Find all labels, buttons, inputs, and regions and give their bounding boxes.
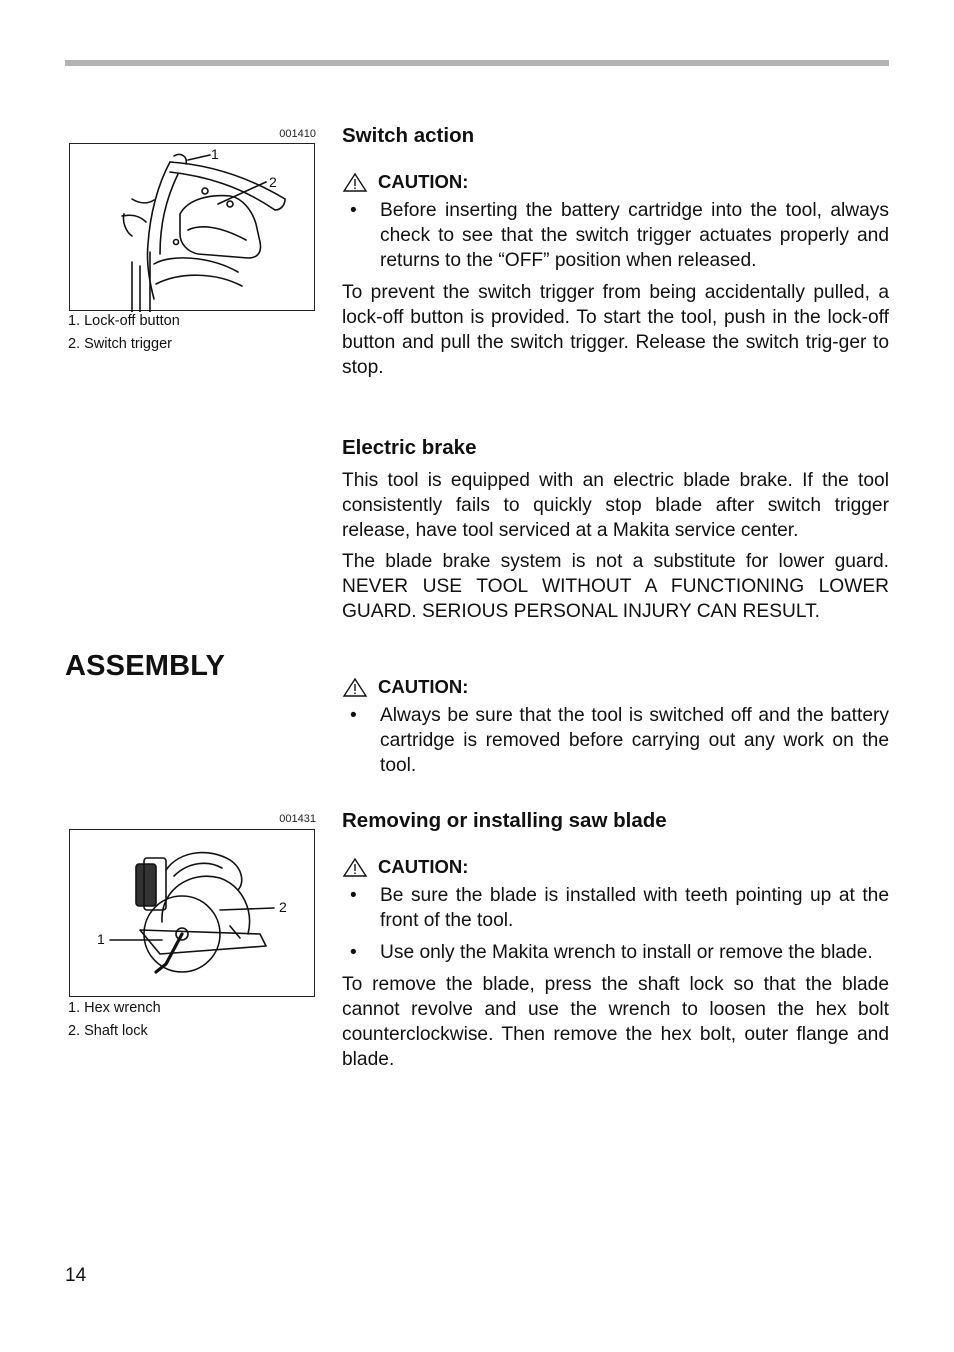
body-paragraph: To remove the blade, press the shaft lock so that the blade cannot revolve and use the wrench to loosen the hex bolt counterclockwise. Then remove the hex bolt, outer flange and blade. (342, 974, 889, 1070)
section-title: Removing or installing saw blade (342, 809, 667, 832)
figure-saw-blade (69, 829, 315, 997)
caution-label: CAUTION: (342, 854, 889, 879)
bullet-dot-icon: • (350, 942, 357, 963)
callout-2: 2 (279, 899, 287, 915)
figure-legend (68, 310, 180, 356)
callout-1: 1 (211, 146, 219, 162)
list-item: • Use only the Makita wrench to install or remove the blade. (342, 940, 889, 965)
warning-triangle-icon (342, 857, 368, 877)
caution-label: CAUTION: (342, 674, 889, 699)
figure-code: 001431 (279, 813, 316, 825)
figure-legend (68, 997, 161, 1043)
list-item: • Before inserting the battery cartridge into the tool, always check to see that the switch trigger actuates properly and returns to the “OFF” position when released. (342, 198, 889, 273)
bullet-dot-icon: • (350, 705, 357, 726)
legend-item: 2. Switch trigger (68, 336, 172, 352)
callout-1: 1 (97, 931, 105, 947)
warning-triangle-icon (342, 677, 368, 697)
section-title: Electric brake (342, 436, 477, 459)
section-assembly-caution (342, 674, 889, 778)
figure-code: 001410 (279, 128, 316, 140)
page-number: 14 (65, 1265, 87, 1286)
bullet-dot-icon: • (350, 885, 357, 906)
figure-switch-trigger (69, 143, 315, 311)
section-title: Switch action (342, 124, 475, 147)
bullet-dot-icon: • (350, 200, 357, 221)
list-item: • Be sure the blade is installed with teeth pointing up at the front of the tool. (342, 883, 889, 933)
section-heading-assembly: ASSEMBLY (65, 650, 226, 682)
body-paragraph: To prevent the switch trigger from being accidentally pulled, a lock-off button is provided. To start the tool, push in the lock-off button and pull the switch trigger. Release the switch trig-ger to stop. (342, 282, 889, 378)
warning-triangle-icon (342, 172, 368, 192)
legend-item: 1. Lock-off button (68, 313, 180, 329)
legend-item: 1. Hex wrench (68, 1000, 161, 1016)
section-saw-blade (342, 808, 889, 1072)
tool-handle-illustration (70, 144, 316, 312)
section-electric-brake (342, 435, 889, 624)
list-item: • Always be sure that the tool is switched off and the battery cartridge is removed before carrying out any work on the tool. (342, 703, 889, 778)
caution-label: CAUTION: (342, 169, 889, 194)
section-switch-action (342, 123, 889, 380)
body-paragraph: The blade brake system is not a substitute for lower guard. NEVER USE TOOL WITHOUT A FUNCTIONING LOWER GUARD. SERIOUS PERSONAL INJURY CAN RESULT. (342, 551, 889, 622)
callout-2: 2 (269, 174, 277, 190)
legend-item: 2. Shaft lock (68, 1023, 148, 1039)
body-paragraph: This tool is equipped with an electric blade brake. If the tool consistently fails to quickly stop blade after switch trigger release, have tool serviced at a Makita service center. (342, 470, 889, 541)
header-rule (65, 60, 889, 66)
